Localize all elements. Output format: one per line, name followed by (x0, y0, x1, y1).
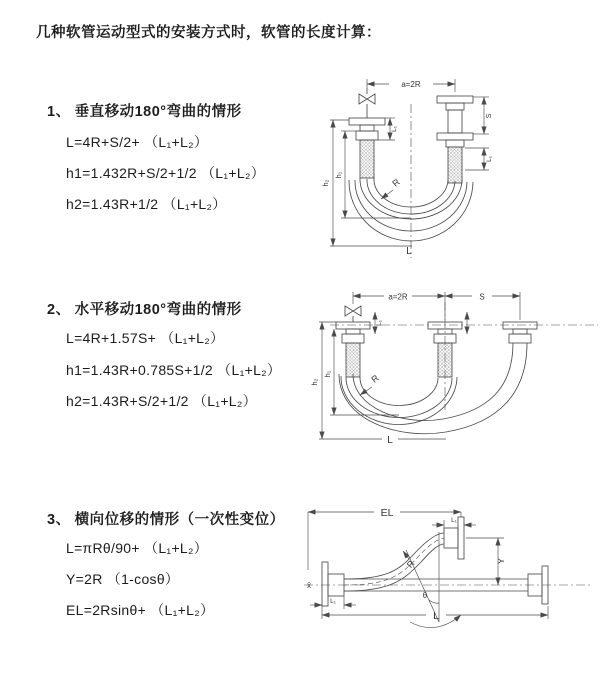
dim-a2r-and-s (353, 292, 520, 320)
section3-heading (47, 508, 285, 529)
radius-label: R (404, 558, 417, 570)
section3-number: 3、 (47, 512, 71, 528)
radius-label: R (390, 176, 402, 189)
dim-l1-right (465, 148, 493, 170)
dim-s-label: S (484, 113, 493, 119)
dim-h1 (323, 329, 399, 415)
dim-el (308, 507, 461, 570)
dim-l1-left-label: L₁ (391, 126, 398, 132)
dim-a2r (367, 79, 455, 92)
angle-label: θ (422, 591, 428, 600)
radius-callout (360, 372, 381, 395)
dim-l1-top (432, 517, 476, 529)
diagram-horizontal-180-bend (306, 282, 600, 462)
section3-formula-Y: Y=2R （1-cosθ） (66, 571, 180, 587)
section3-title: 横向位移的情形（一次性变位） (74, 512, 285, 528)
left-hose-fitting (336, 322, 370, 377)
section1-title: 垂直移动180°弯曲的情形 (74, 104, 242, 120)
dim-h1-label: h₁ (334, 171, 343, 179)
valve-icon (345, 306, 361, 322)
section2-formula-h1: h1=1.43R+0.785S+1/2 （L₁+L₂） (66, 362, 282, 378)
dim-l1-bottom-label: L₁ (330, 598, 336, 605)
dim-a2r-label: a=2R (401, 80, 421, 89)
section1-number: 1、 (47, 104, 71, 120)
length-label: L (387, 435, 393, 446)
axis-mark-label: x̄ (307, 581, 311, 590)
left-hose-fitting (349, 118, 385, 178)
section1-formula-h1: h1=1.432R+S/2+1/2 （L₁+L₂） (66, 165, 266, 181)
valve-icon (359, 88, 375, 118)
dim-l1-left (375, 312, 383, 334)
section1-formula-L: L=4R+S/2+ （L₁+L₂） (66, 134, 209, 150)
section2-title: 水平移动180°弯曲的情形 (74, 302, 242, 318)
length-label: L (406, 246, 412, 257)
middle-hose-fitting (428, 322, 462, 377)
dim-l-label: L (433, 610, 439, 622)
hose-s-curve (344, 533, 444, 591)
dim-l1-bottom (310, 596, 356, 609)
dim-h2-label: h₂ (321, 179, 330, 187)
dim-l (322, 604, 548, 622)
section2-formula-h2: h2=1.43R+S/2+1/2 （L₁+L₂） (66, 393, 257, 409)
dim-y (466, 538, 506, 585)
dim-y-label: Y (496, 558, 506, 564)
section2-number: 2、 (47, 302, 71, 318)
radius-label: R (369, 372, 381, 385)
dim-s (473, 97, 493, 134)
dim-el-label: EL (380, 507, 394, 519)
diagram-lateral-displacement (298, 500, 598, 655)
section1-formula-h2: h2=1.43R+1/2 （L₁+L₂） (66, 196, 227, 212)
dim-h2-label: h₂ (310, 378, 319, 386)
page-title: 几种软管运动型式的安装方式时，软管的长度计算： (36, 25, 381, 41)
section1-heading (47, 100, 242, 121)
dim-l1-label: L₁ (376, 320, 383, 326)
dim-l1-right-label: L₁ (486, 156, 493, 162)
section2-heading (47, 298, 242, 319)
radius-callout (381, 176, 402, 199)
dim-l1-top-label: L₁ (451, 517, 457, 524)
dim-h1-label: h₁ (323, 370, 332, 378)
section2-formula-L: L=4R+1.57S+ （L₁+L₂） (66, 330, 225, 346)
section3-formula-EL: EL=2Rsinθ+ （L₁+L₂） (66, 602, 215, 618)
diagram-vertical-180-bend (315, 68, 585, 263)
radius-callout (403, 551, 417, 570)
section3-formula-L: L=πRθ/90+ （L₁+L₂） (66, 540, 209, 556)
hose-u-bends (339, 343, 527, 434)
dim-a2r-label: a=2R (388, 292, 408, 302)
dim-l1-left (378, 118, 398, 140)
dim-s-label: S (479, 292, 485, 302)
